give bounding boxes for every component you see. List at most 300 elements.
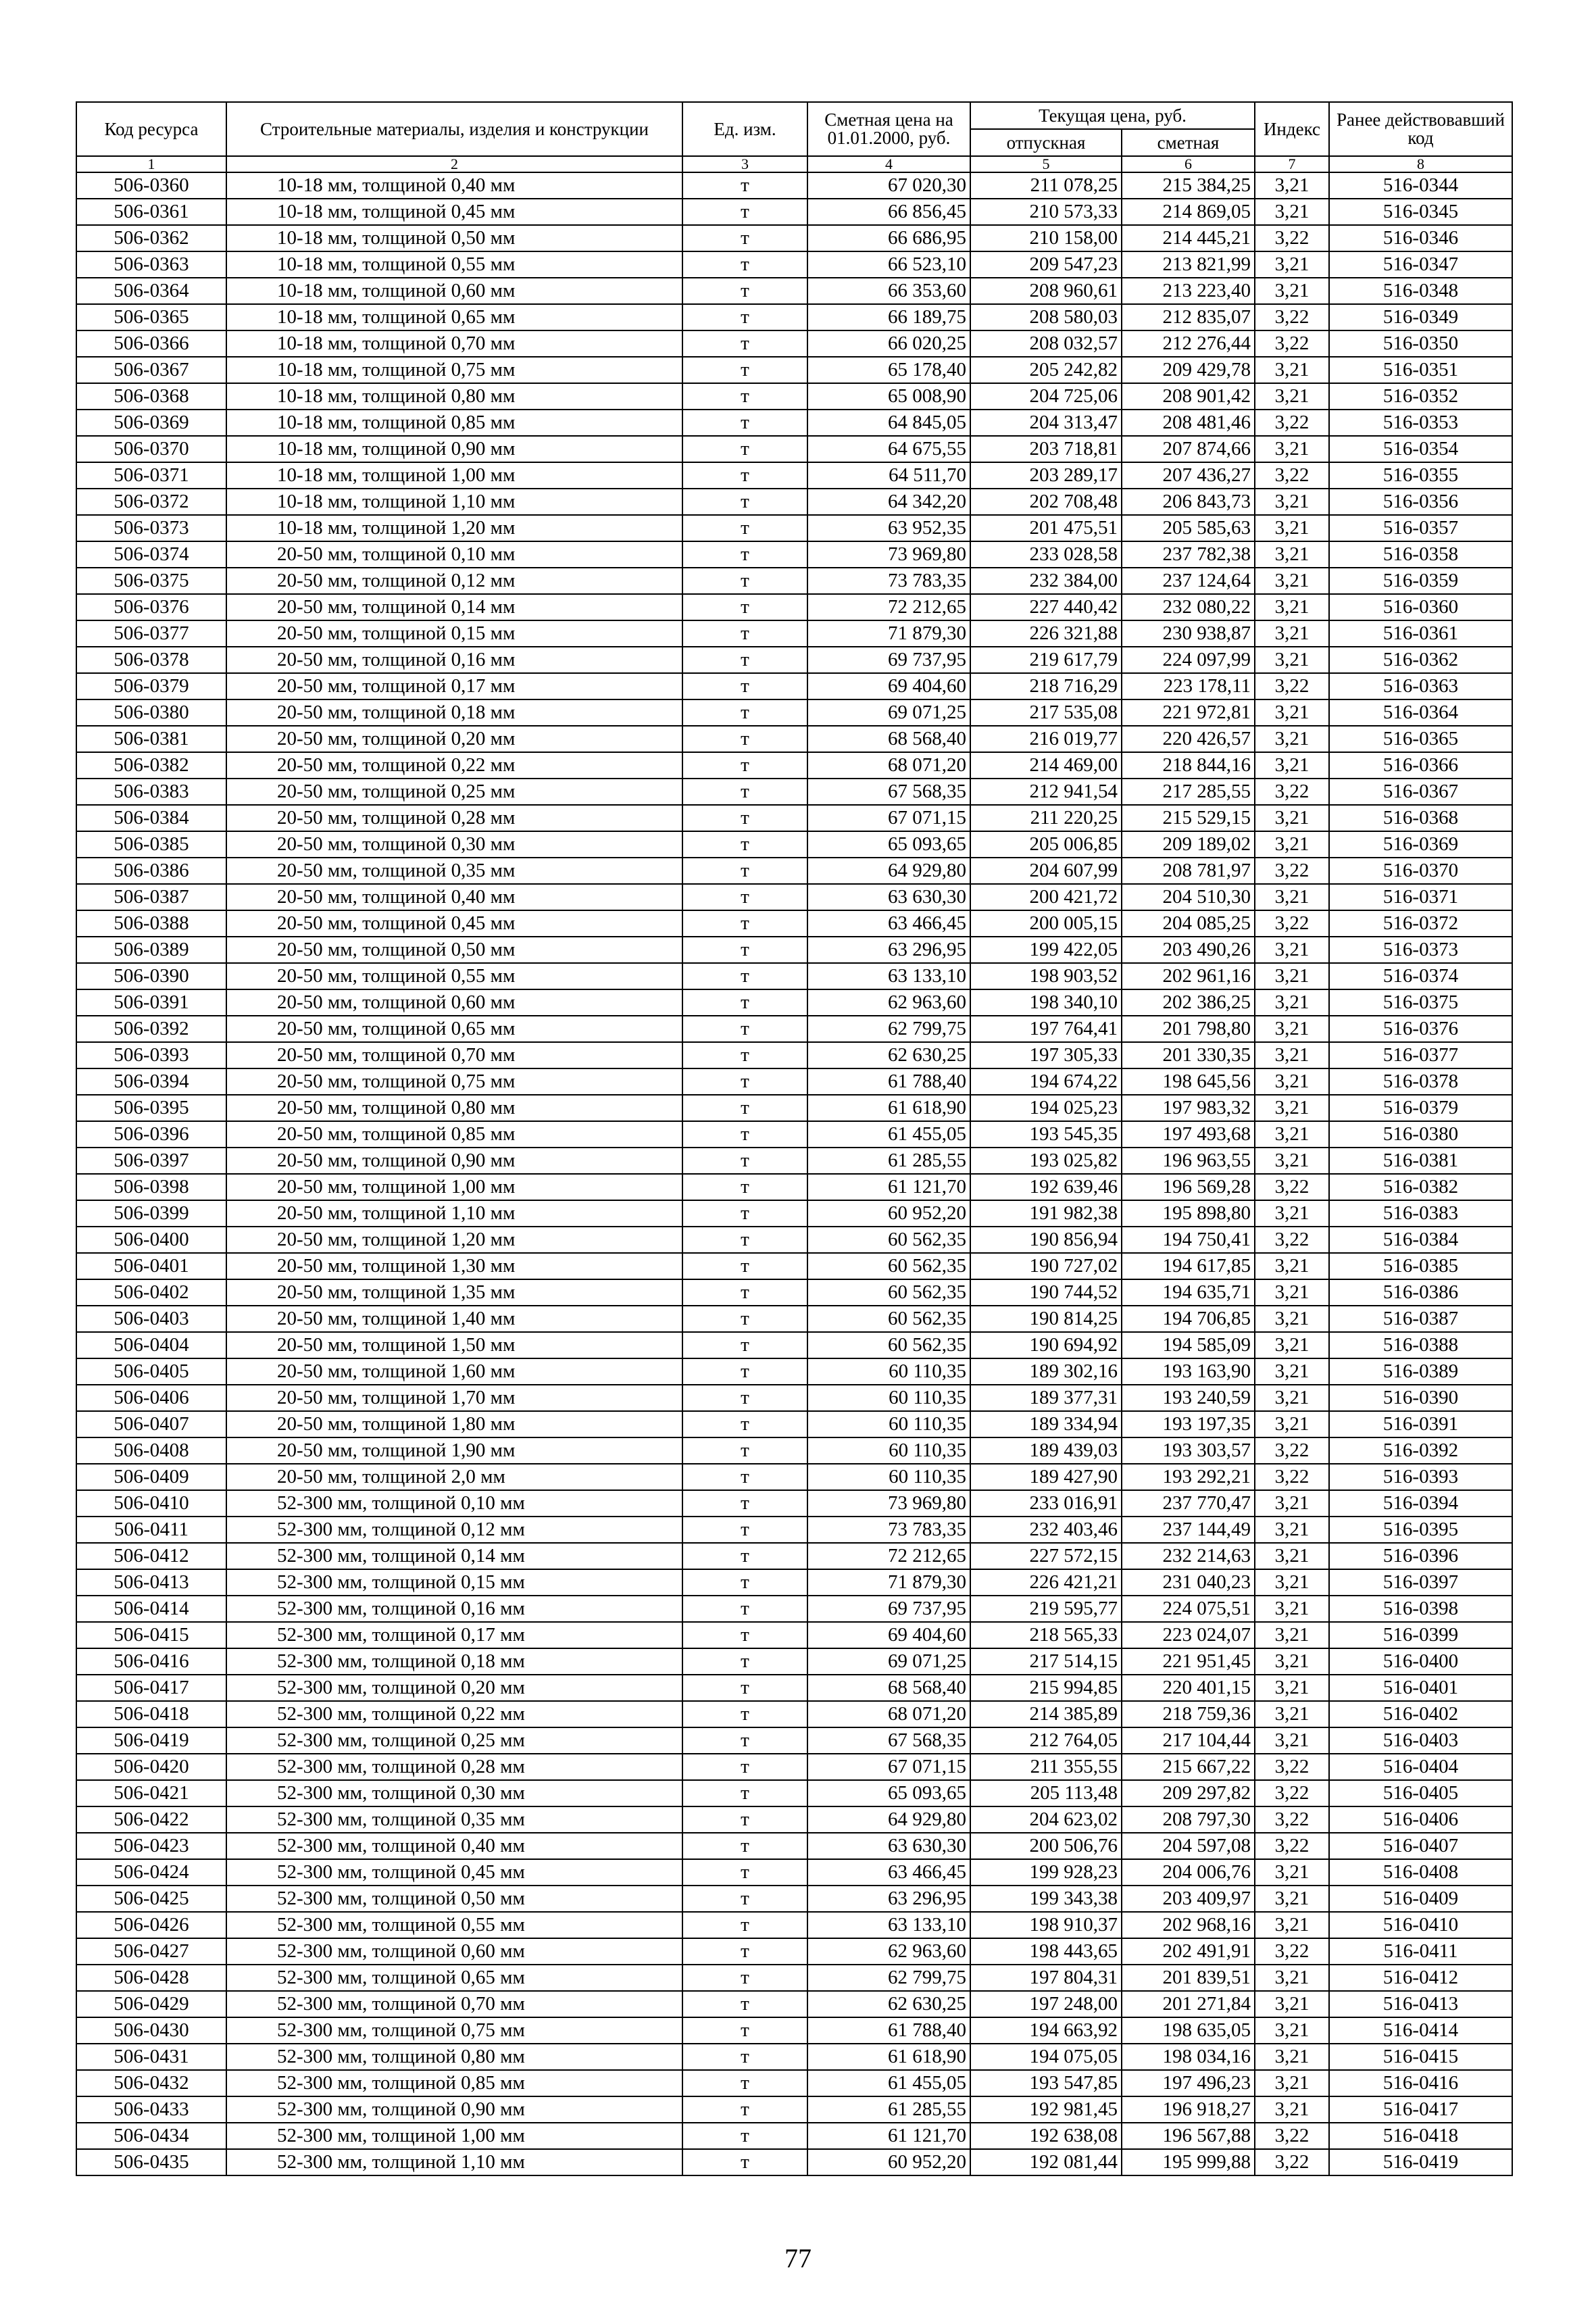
- row-code-cell: 506-0426: [76, 1912, 226, 1938]
- row-estimate-price-cell: 193 197,35: [1122, 1411, 1255, 1437]
- row-code-cell: 506-0373: [76, 515, 226, 541]
- row-code-cell: 506-0404: [76, 1332, 226, 1358]
- row-est-price-cell: 67 071,15: [807, 1754, 970, 1780]
- row-index-cell: 3,21: [1255, 1517, 1329, 1543]
- row-release-price-cell: 194 025,23: [970, 1095, 1122, 1121]
- row-est-price-cell: 68 071,20: [807, 752, 970, 779]
- row-code-cell: 506-0395: [76, 1095, 226, 1121]
- row-index-cell: 3,21: [1255, 726, 1329, 752]
- table-row: [76, 1648, 1512, 1675]
- row-prev-code-cell: 516-0386: [1329, 1279, 1512, 1306]
- row-est-price-cell: 63 133,10: [807, 1912, 970, 1938]
- row-index-cell: 3,21: [1255, 937, 1329, 963]
- row-prev-code-cell: 516-0391: [1329, 1411, 1512, 1437]
- row-estimate-price-cell: 221 972,81: [1122, 699, 1255, 726]
- row-unit-cell: т: [682, 541, 807, 568]
- row-release-price-cell: 189 427,90: [970, 1464, 1122, 1490]
- row-prev-code-cell: 516-0398: [1329, 1596, 1512, 1622]
- row-material-cell: 10-18 мм, толщиной 0,80 мм: [226, 383, 682, 410]
- row-prev-code-cell: 516-0362: [1329, 647, 1512, 673]
- row-code-cell: 506-0379: [76, 673, 226, 699]
- row-est-price-cell: 73 969,80: [807, 1490, 970, 1517]
- row-prev-code-cell: 516-0383: [1329, 1200, 1512, 1227]
- table-row: [76, 1991, 1512, 2017]
- row-est-price-cell: 61 618,90: [807, 2044, 970, 2070]
- row-est-price-cell: 64 511,70: [807, 462, 970, 489]
- row-unit-cell: т: [682, 1701, 807, 1727]
- row-release-price-cell: 200 421,72: [970, 884, 1122, 910]
- row-unit-cell: т: [682, 2149, 807, 2175]
- row-release-price-cell: 204 607,99: [970, 858, 1122, 884]
- row-release-price-cell: 193 025,82: [970, 1148, 1122, 1174]
- row-est-price-cell: 61 285,55: [807, 2096, 970, 2123]
- row-estimate-price-cell: 206 843,73: [1122, 489, 1255, 515]
- row-unit-cell: т: [682, 172, 807, 199]
- table-row: [76, 1385, 1512, 1411]
- row-unit-cell: т: [682, 1991, 807, 2017]
- row-unit-cell: т: [682, 2044, 807, 2070]
- row-release-price-cell: 190 814,25: [970, 1306, 1122, 1332]
- row-est-price-cell: 63 466,45: [807, 1859, 970, 1886]
- row-code-cell: 506-0425: [76, 1886, 226, 1912]
- row-code-cell: 506-0370: [76, 436, 226, 462]
- table-row: [76, 1095, 1512, 1121]
- row-code-cell: 506-0391: [76, 989, 226, 1016]
- table-row: [76, 1148, 1512, 1174]
- row-unit-cell: т: [682, 330, 807, 357]
- row-estimate-price-cell: 237 124,64: [1122, 568, 1255, 594]
- row-prev-code-cell: 516-0384: [1329, 1227, 1512, 1253]
- row-prev-code-cell: 516-0357: [1329, 515, 1512, 541]
- row-estimate-price-cell: 201 839,51: [1122, 1965, 1255, 1991]
- table-row: [76, 805, 1512, 831]
- table-row: [76, 1701, 1512, 1727]
- row-prev-code-cell: 516-0410: [1329, 1912, 1512, 1938]
- row-unit-cell: т: [682, 910, 807, 937]
- row-prev-code-cell: 516-0403: [1329, 1727, 1512, 1754]
- row-prev-code-cell: 516-0387: [1329, 1306, 1512, 1332]
- row-index-cell: 3,22: [1255, 462, 1329, 489]
- row-index-cell: 3,21: [1255, 1200, 1329, 1227]
- row-prev-code-cell: 516-0373: [1329, 937, 1512, 963]
- row-material-cell: 52-300 мм, толщиной 0,10 мм: [226, 1490, 682, 1517]
- row-code-cell: 506-0399: [76, 1200, 226, 1227]
- row-est-price-cell: 63 296,95: [807, 937, 970, 963]
- row-estimate-price-cell: 193 292,21: [1122, 1464, 1255, 1490]
- row-est-price-cell: 72 212,65: [807, 1543, 970, 1569]
- row-est-price-cell: 62 630,25: [807, 1991, 970, 2017]
- row-release-price-cell: 193 547,85: [970, 2070, 1122, 2096]
- row-material-cell: 20-50 мм, толщиной 1,00 мм: [226, 1174, 682, 1200]
- table-row: [76, 1675, 1512, 1701]
- table-row: [76, 726, 1512, 752]
- row-material-cell: 10-18 мм, толщиной 0,45 мм: [226, 199, 682, 225]
- row-est-price-cell: 62 799,75: [807, 1965, 970, 1991]
- row-est-price-cell: 62 630,25: [807, 1042, 970, 1068]
- row-code-cell: 506-0389: [76, 937, 226, 963]
- row-index-cell: 3,21: [1255, 1675, 1329, 1701]
- row-code-cell: 506-0432: [76, 2070, 226, 2096]
- row-release-price-cell: 212 764,05: [970, 1727, 1122, 1754]
- table-row: [76, 1174, 1512, 1200]
- row-material-cell: 20-50 мм, толщиной 0,18 мм: [226, 699, 682, 726]
- row-prev-code-cell: 516-0408: [1329, 1859, 1512, 1886]
- row-release-price-cell: 194 663,92: [970, 2017, 1122, 2044]
- row-code-cell: 506-0433: [76, 2096, 226, 2123]
- row-prev-code-cell: 516-0375: [1329, 989, 1512, 1016]
- row-prev-code-cell: 516-0374: [1329, 963, 1512, 989]
- row-index-cell: 3,22: [1255, 1780, 1329, 1806]
- row-material-cell: 10-18 мм, толщиной 0,65 мм: [226, 304, 682, 330]
- row-prev-code-cell: 516-0364: [1329, 699, 1512, 726]
- row-release-price-cell: 202 708,48: [970, 489, 1122, 515]
- row-unit-cell: т: [682, 199, 807, 225]
- row-prev-code-cell: 516-0381: [1329, 1148, 1512, 1174]
- row-material-cell: 52-300 мм, толщиной 0,25 мм: [226, 1727, 682, 1754]
- row-code-cell: 506-0362: [76, 225, 226, 251]
- row-index-cell: 3,21: [1255, 1648, 1329, 1675]
- table-row: [76, 199, 1512, 225]
- row-unit-cell: т: [682, 304, 807, 330]
- row-index-cell: 3,21: [1255, 1490, 1329, 1517]
- row-release-price-cell: 201 475,51: [970, 515, 1122, 541]
- row-unit-cell: т: [682, 1174, 807, 1200]
- row-prev-code-cell: 516-0401: [1329, 1675, 1512, 1701]
- row-material-cell: 52-300 мм, толщиной 1,00 мм: [226, 2123, 682, 2149]
- row-release-price-cell: 198 910,37: [970, 1912, 1122, 1938]
- row-estimate-price-cell: 208 901,42: [1122, 383, 1255, 410]
- row-code-cell: 506-0434: [76, 2123, 226, 2149]
- row-prev-code-cell: 516-0366: [1329, 752, 1512, 779]
- table-row: [76, 1727, 1512, 1754]
- row-code-cell: 506-0366: [76, 330, 226, 357]
- row-code-cell: 506-0387: [76, 884, 226, 910]
- row-code-cell: 506-0424: [76, 1859, 226, 1886]
- row-code-cell: 506-0381: [76, 726, 226, 752]
- row-index-cell: 3,22: [1255, 2123, 1329, 2149]
- table-row: [76, 2123, 1512, 2149]
- table-row: [76, 1016, 1512, 1042]
- table-row: [76, 1543, 1512, 1569]
- row-release-price-cell: 197 305,33: [970, 1042, 1122, 1068]
- row-material-cell: 10-18 мм, толщиной 0,55 мм: [226, 251, 682, 278]
- row-code-cell: 506-0367: [76, 357, 226, 383]
- row-estimate-price-cell: 194 635,71: [1122, 1279, 1255, 1306]
- table-row: [76, 937, 1512, 963]
- row-material-cell: 52-300 мм, толщиной 0,90 мм: [226, 2096, 682, 2123]
- row-prev-code-cell: 516-0380: [1329, 1121, 1512, 1148]
- table-body: [76, 172, 1512, 2175]
- row-release-price-cell: 216 019,77: [970, 726, 1122, 752]
- row-material-cell: 52-300 мм, толщиной 0,80 мм: [226, 2044, 682, 2070]
- row-material-cell: 20-50 мм, толщиной 0,10 мм: [226, 541, 682, 568]
- row-release-price-cell: 194 674,22: [970, 1068, 1122, 1095]
- row-material-cell: 20-50 мм, толщиной 0,35 мм: [226, 858, 682, 884]
- row-release-price-cell: 204 623,02: [970, 1806, 1122, 1833]
- row-estimate-price-cell: 215 529,15: [1122, 805, 1255, 831]
- row-unit-cell: т: [682, 1912, 807, 1938]
- row-index-cell: 3,22: [1255, 2149, 1329, 2175]
- header-current-price: Текущая цена, руб.: [970, 102, 1255, 129]
- table-row: [76, 541, 1512, 568]
- row-material-cell: 52-300 мм, толщиной 0,15 мм: [226, 1569, 682, 1596]
- table-row: [76, 1200, 1512, 1227]
- row-est-price-cell: 66 856,45: [807, 199, 970, 225]
- row-release-price-cell: 218 565,33: [970, 1622, 1122, 1648]
- row-index-cell: 3,21: [1255, 1859, 1329, 1886]
- row-material-cell: 20-50 мм, толщиной 1,90 мм: [226, 1437, 682, 1464]
- table-row: [76, 1253, 1512, 1279]
- row-prev-code-cell: 516-0392: [1329, 1437, 1512, 1464]
- row-index-cell: 3,22: [1255, 1806, 1329, 1833]
- table-row: [76, 462, 1512, 489]
- row-unit-cell: т: [682, 989, 807, 1016]
- row-index-cell: 3,21: [1255, 1622, 1329, 1648]
- row-prev-code-cell: 516-0346: [1329, 225, 1512, 251]
- row-unit-cell: т: [682, 1148, 807, 1174]
- column-number: 6: [1122, 156, 1255, 172]
- row-release-price-cell: 232 384,00: [970, 568, 1122, 594]
- row-material-cell: 20-50 мм, толщиной 0,60 мм: [226, 989, 682, 1016]
- row-code-cell: 506-0374: [76, 541, 226, 568]
- row-unit-cell: т: [682, 620, 807, 647]
- row-material-cell: 10-18 мм, толщиной 1,20 мм: [226, 515, 682, 541]
- row-estimate-price-cell: 232 214,63: [1122, 1543, 1255, 1569]
- row-est-price-cell: 61 788,40: [807, 1068, 970, 1095]
- row-unit-cell: т: [682, 1517, 807, 1543]
- row-material-cell: 52-300 мм, толщиной 0,16 мм: [226, 1596, 682, 1622]
- row-est-price-cell: 72 212,65: [807, 594, 970, 620]
- row-release-price-cell: 214 469,00: [970, 752, 1122, 779]
- row-est-price-cell: 61 788,40: [807, 2017, 970, 2044]
- row-index-cell: 3,21: [1255, 251, 1329, 278]
- row-est-price-cell: 60 952,20: [807, 1200, 970, 1227]
- row-release-price-cell: 205 113,48: [970, 1780, 1122, 1806]
- table-row: [76, 410, 1512, 436]
- row-estimate-price-cell: 203 490,26: [1122, 937, 1255, 963]
- row-estimate-price-cell: 209 429,78: [1122, 357, 1255, 383]
- row-estimate-price-cell: 201 330,35: [1122, 1042, 1255, 1068]
- row-release-price-cell: 214 385,89: [970, 1701, 1122, 1727]
- row-prev-code-cell: 516-0406: [1329, 1806, 1512, 1833]
- row-unit-cell: т: [682, 1385, 807, 1411]
- row-release-price-cell: 203 718,81: [970, 436, 1122, 462]
- table-row: [76, 1780, 1512, 1806]
- table-row: [76, 1227, 1512, 1253]
- row-material-cell: 20-50 мм, толщиной 0,75 мм: [226, 1068, 682, 1095]
- row-prev-code-cell: 516-0351: [1329, 357, 1512, 383]
- row-release-price-cell: 204 725,06: [970, 383, 1122, 410]
- row-est-price-cell: 64 675,55: [807, 436, 970, 462]
- row-material-cell: 52-300 мм, толщиной 0,70 мм: [226, 1991, 682, 2017]
- row-release-price-cell: 192 639,46: [970, 1174, 1122, 1200]
- row-release-price-cell: 233 028,58: [970, 541, 1122, 568]
- row-prev-code-cell: 516-0358: [1329, 541, 1512, 568]
- row-release-price-cell: 204 313,47: [970, 410, 1122, 436]
- row-unit-cell: т: [682, 1279, 807, 1306]
- row-index-cell: 3,22: [1255, 858, 1329, 884]
- row-prev-code-cell: 516-0389: [1329, 1358, 1512, 1385]
- row-index-cell: 3,21: [1255, 989, 1329, 1016]
- table-row: [76, 1279, 1512, 1306]
- row-release-price-cell: 200 005,15: [970, 910, 1122, 937]
- row-estimate-price-cell: 196 569,28: [1122, 1174, 1255, 1200]
- row-code-cell: 506-0408: [76, 1437, 226, 1464]
- row-index-cell: 3,21: [1255, 2017, 1329, 2044]
- row-release-price-cell: 209 547,23: [970, 251, 1122, 278]
- row-est-price-cell: 67 071,15: [807, 805, 970, 831]
- row-est-price-cell: 66 686,95: [807, 225, 970, 251]
- row-estimate-price-cell: 221 951,45: [1122, 1648, 1255, 1675]
- row-prev-code-cell: 516-0349: [1329, 304, 1512, 330]
- table-row: [76, 1886, 1512, 1912]
- table-header: [76, 102, 1512, 172]
- row-index-cell: 3,21: [1255, 1991, 1329, 2017]
- row-index-cell: 3,21: [1255, 1543, 1329, 1569]
- row-prev-code-cell: 516-0355: [1329, 462, 1512, 489]
- row-prev-code-cell: 516-0353: [1329, 410, 1512, 436]
- row-index-cell: 3,21: [1255, 1912, 1329, 1938]
- table-row: [76, 172, 1512, 199]
- row-est-price-cell: 60 110,35: [807, 1385, 970, 1411]
- row-estimate-price-cell: 217 104,44: [1122, 1727, 1255, 1754]
- table-row: [76, 1068, 1512, 1095]
- table-row: [76, 1411, 1512, 1437]
- header-material: Строительные материалы, изделия и конструкции: [226, 102, 682, 156]
- row-code-cell: 506-0430: [76, 2017, 226, 2044]
- table-row: [76, 330, 1512, 357]
- row-est-price-cell: 61 285,55: [807, 1148, 970, 1174]
- header-estimate-price: сметная: [1122, 129, 1255, 156]
- row-material-cell: 10-18 мм, толщиной 0,40 мм: [226, 172, 682, 199]
- row-prev-code-cell: 516-0360: [1329, 594, 1512, 620]
- header-unit: Ед. изм.: [682, 102, 807, 156]
- row-index-cell: 3,21: [1255, 2044, 1329, 2070]
- row-index-cell: 3,21: [1255, 805, 1329, 831]
- row-estimate-price-cell: 230 938,87: [1122, 620, 1255, 647]
- row-unit-cell: т: [682, 1490, 807, 1517]
- row-release-price-cell: 191 982,38: [970, 1200, 1122, 1227]
- row-prev-code-cell: 516-0379: [1329, 1095, 1512, 1121]
- header-est-price: Сметная цена на 01.01.2000, руб.: [807, 102, 970, 156]
- row-material-cell: 52-300 мм, толщиной 0,55 мм: [226, 1912, 682, 1938]
- header-prev-code: Ранее действовавший код: [1329, 102, 1512, 156]
- row-index-cell: 3,21: [1255, 1358, 1329, 1385]
- row-index-cell: 3,21: [1255, 1016, 1329, 1042]
- row-unit-cell: т: [682, 1675, 807, 1701]
- row-unit-cell: т: [682, 673, 807, 699]
- row-est-price-cell: 62 799,75: [807, 1016, 970, 1042]
- row-material-cell: 52-300 мм, толщиной 0,85 мм: [226, 2070, 682, 2096]
- row-est-price-cell: 67 568,35: [807, 1727, 970, 1754]
- row-est-price-cell: 69 404,60: [807, 673, 970, 699]
- row-est-price-cell: 63 296,95: [807, 1886, 970, 1912]
- row-est-price-cell: 69 071,25: [807, 699, 970, 726]
- row-code-cell: 506-0371: [76, 462, 226, 489]
- row-prev-code-cell: 516-0367: [1329, 779, 1512, 805]
- row-release-price-cell: 193 545,35: [970, 1121, 1122, 1148]
- row-unit-cell: т: [682, 594, 807, 620]
- row-index-cell: 3,21: [1255, 620, 1329, 647]
- row-material-cell: 52-300 мм, толщиной 0,28 мм: [226, 1754, 682, 1780]
- table-row: [76, 831, 1512, 858]
- row-material-cell: 10-18 мм, толщиной 0,60 мм: [226, 278, 682, 304]
- row-est-price-cell: 68 071,20: [807, 1701, 970, 1727]
- row-material-cell: 20-50 мм, толщиной 1,60 мм: [226, 1358, 682, 1385]
- row-release-price-cell: 198 443,65: [970, 1938, 1122, 1965]
- row-unit-cell: т: [682, 1358, 807, 1385]
- row-prev-code-cell: 516-0345: [1329, 199, 1512, 225]
- row-code-cell: 506-0380: [76, 699, 226, 726]
- row-est-price-cell: 61 121,70: [807, 2123, 970, 2149]
- table-row: [76, 278, 1512, 304]
- row-code-cell: 506-0385: [76, 831, 226, 858]
- row-code-cell: 506-0394: [76, 1068, 226, 1095]
- row-prev-code-cell: 516-0344: [1329, 172, 1512, 199]
- row-material-cell: 52-300 мм, толщиной 0,45 мм: [226, 1859, 682, 1886]
- row-index-cell: 3,21: [1255, 594, 1329, 620]
- row-code-cell: 506-0393: [76, 1042, 226, 1068]
- row-material-cell: 20-50 мм, толщиной 1,30 мм: [226, 1253, 682, 1279]
- table-row: [76, 779, 1512, 805]
- row-est-price-cell: 60 562,35: [807, 1253, 970, 1279]
- row-prev-code-cell: 516-0397: [1329, 1569, 1512, 1596]
- table-row: [76, 2017, 1512, 2044]
- row-estimate-price-cell: 194 617,85: [1122, 1253, 1255, 1279]
- row-estimate-price-cell: 196 567,88: [1122, 2123, 1255, 2149]
- row-estimate-price-cell: 197 983,32: [1122, 1095, 1255, 1121]
- row-index-cell: 3,22: [1255, 304, 1329, 330]
- table-row: [76, 1358, 1512, 1385]
- table-row: [76, 2149, 1512, 2175]
- row-release-price-cell: 197 248,00: [970, 1991, 1122, 2017]
- row-index-cell: 3,21: [1255, 1279, 1329, 1306]
- row-unit-cell: т: [682, 699, 807, 726]
- table-row: [76, 699, 1512, 726]
- row-release-price-cell: 190 856,94: [970, 1227, 1122, 1253]
- row-est-price-cell: 63 952,35: [807, 515, 970, 541]
- row-code-cell: 506-0361: [76, 199, 226, 225]
- row-unit-cell: т: [682, 1727, 807, 1754]
- row-unit-cell: т: [682, 963, 807, 989]
- row-prev-code-cell: 516-0378: [1329, 1068, 1512, 1095]
- row-unit-cell: т: [682, 726, 807, 752]
- row-estimate-price-cell: 215 667,22: [1122, 1754, 1255, 1780]
- row-index-cell: 3,21: [1255, 2070, 1329, 2096]
- row-code-cell: 506-0428: [76, 1965, 226, 1991]
- row-index-cell: 3,22: [1255, 1464, 1329, 1490]
- row-estimate-price-cell: 208 481,46: [1122, 410, 1255, 436]
- row-index-cell: 3,21: [1255, 1411, 1329, 1437]
- row-unit-cell: т: [682, 278, 807, 304]
- row-prev-code-cell: 516-0414: [1329, 2017, 1512, 2044]
- row-index-cell: 3,21: [1255, 489, 1329, 515]
- row-release-price-cell: 199 422,05: [970, 937, 1122, 963]
- row-unit-cell: т: [682, 1042, 807, 1068]
- table-row: [76, 1912, 1512, 1938]
- row-code-cell: 506-0403: [76, 1306, 226, 1332]
- row-code-cell: 506-0415: [76, 1622, 226, 1648]
- row-unit-cell: т: [682, 357, 807, 383]
- row-prev-code-cell: 516-0363: [1329, 673, 1512, 699]
- row-prev-code-cell: 516-0376: [1329, 1016, 1512, 1042]
- row-code-cell: 506-0429: [76, 1991, 226, 2017]
- row-unit-cell: т: [682, 515, 807, 541]
- row-estimate-price-cell: 224 097,99: [1122, 647, 1255, 673]
- row-material-cell: 20-50 мм, толщиной 1,35 мм: [226, 1279, 682, 1306]
- row-unit-cell: т: [682, 1253, 807, 1279]
- row-est-price-cell: 60 110,35: [807, 1464, 970, 1490]
